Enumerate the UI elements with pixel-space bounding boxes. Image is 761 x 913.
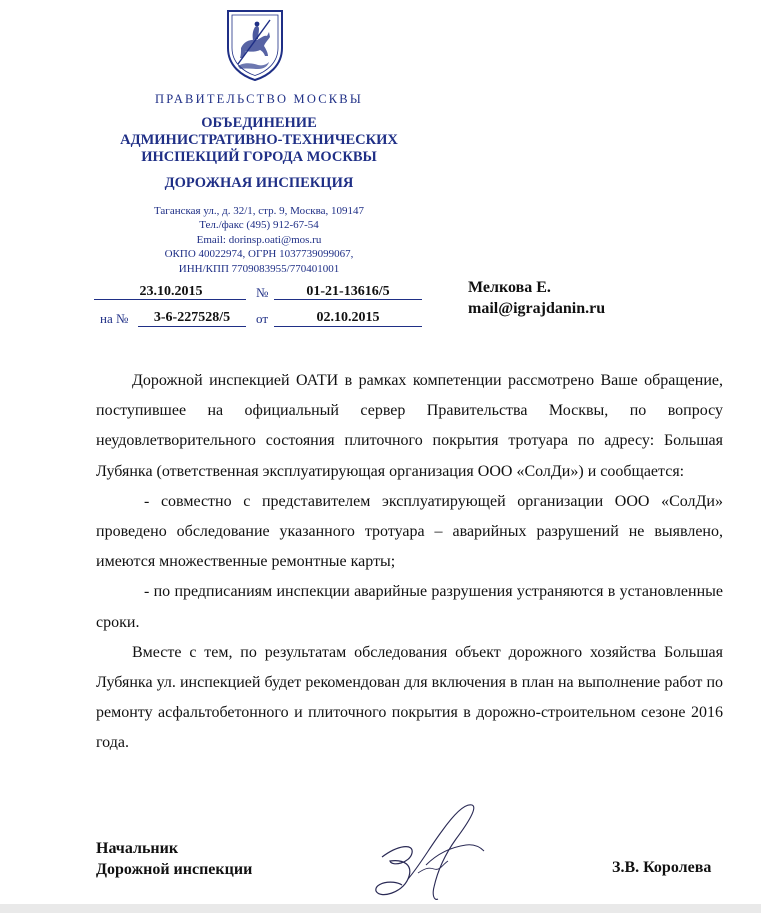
moscow-coat-of-arms-icon bbox=[224, 8, 286, 82]
number-underline bbox=[274, 299, 422, 300]
paragraph-3: - по предписаниям инспекции аварийные разрушения устраняются в установленные сроки. bbox=[96, 583, 723, 631]
handwritten-signature-icon bbox=[368, 795, 498, 910]
org-line-3: ИНСПЕКЦИЙ ГОРОДА МОСКВЫ bbox=[141, 149, 377, 165]
outgoing-date: 23.10.2015 bbox=[139, 284, 203, 299]
reference-number: 3-6-227528/5 bbox=[153, 310, 231, 325]
recipient-name: Мелкова Е. bbox=[468, 279, 551, 296]
date-underline bbox=[94, 299, 246, 300]
phone-line: Тел./факс (495) 912-67-54 bbox=[199, 219, 319, 232]
signatory-title-line-1: Начальник bbox=[96, 840, 179, 857]
recipient-email: mail@igrajdanin.ru bbox=[468, 300, 606, 317]
ref-date-underline bbox=[274, 326, 422, 327]
paragraph-2: - совместно с представителем эксплуатирующей организации ООО «СолДи» проведено обследование указанного тротуара – аварийных разрушений не выявлено, имеются множественные ремонтные карты; bbox=[96, 492, 723, 571]
page-bottom-edge bbox=[0, 904, 761, 913]
government-name: ПРАВИТЕЛЬСТВО МОСКВЫ bbox=[155, 92, 363, 106]
signatory-title-line-2: Дорожной инспекции bbox=[96, 861, 253, 878]
address-line: Таганская ул., д. 32/1, стр. 9, Москва, 109147 bbox=[153, 205, 365, 217]
number-label: № bbox=[256, 285, 269, 300]
inspection-name: ДОРОЖНАЯ ИНСПЕКЦИЯ bbox=[164, 175, 354, 191]
reference-date: 02.10.2015 bbox=[316, 310, 380, 325]
outgoing-number: 01-21-13616/5 bbox=[306, 284, 390, 299]
paragraph-1: Дорожной инспекцией ОАТИ в рамках компетенции рассмотрено Ваше обращение, поступившее на официальный сервер Правительства Москвы, по вопросу неудовлетворительного состояния плиточного покрытия тротуара по адресу: Большая Лубянка (ответственная эксплуатирующая организация ООО «СолДи») и сообщается: bbox=[96, 372, 723, 480]
inn-line: ИНН/КПП 7709083955/770401001 bbox=[178, 262, 340, 275]
recipient-block bbox=[468, 277, 605, 319]
paragraph-4: Вместе с тем, по результатам обследования объект дорожного хозяйства Большая Лубянка ул. инспекцией будет рекомендован для включения в план на выполнение работ по ремонту асфальтобетонного и плиточного покрытия в дорожно-строительном сезоне 2016 года. bbox=[96, 643, 723, 752]
signer-name: З.В. Королева bbox=[612, 859, 712, 876]
address-block bbox=[96, 204, 422, 276]
organization-name bbox=[96, 115, 422, 166]
from-label: от bbox=[256, 311, 269, 326]
email-line: Email: dorinsp.oati@mos.ru bbox=[196, 233, 322, 246]
org-line-2: АДМИНИСТРАТИВНО-ТЕХНИЧЕСКИХ bbox=[120, 132, 398, 148]
org-line-1: ОБЪЕДИНЕНИЕ bbox=[201, 115, 317, 131]
signatory-title bbox=[96, 838, 252, 880]
letter-body bbox=[96, 366, 723, 759]
ref-number-underline bbox=[138, 326, 246, 327]
okpo-line: ОКПО 40022974, ОГРН 1037739099067, bbox=[164, 248, 354, 261]
ref-label: на № bbox=[100, 311, 129, 326]
